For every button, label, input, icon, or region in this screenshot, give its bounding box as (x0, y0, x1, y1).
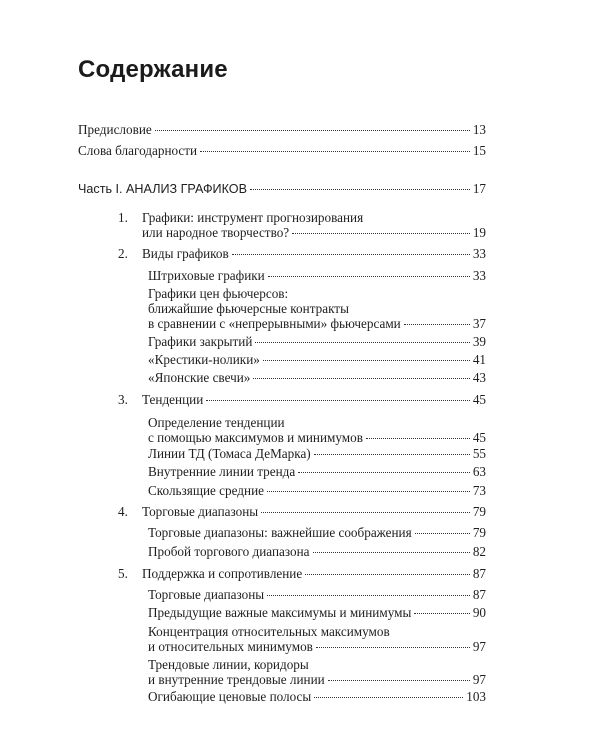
entry-label-line-2: ближайшие фьючерсные контракты (148, 301, 349, 316)
entry-page: 33 (472, 246, 486, 261)
toc-subentry[interactable] (148, 689, 486, 704)
entry-page: 45 (472, 392, 486, 407)
entry-label-line-2: или народное творчество? (142, 225, 290, 240)
entry-label: Часть I. АНАЛИЗ ГРАФИКОВ (78, 182, 247, 196)
leader-dots (298, 472, 470, 473)
entry-label: Штриховые графики (148, 268, 265, 283)
entry-label: Предисловие (78, 122, 152, 137)
toc-subentry[interactable] (148, 624, 486, 654)
entry-page: 33 (472, 268, 486, 283)
leader-dots (261, 512, 470, 513)
toc-subentry[interactable] (148, 605, 486, 620)
leader-dots (314, 697, 463, 698)
leader-dots (206, 400, 470, 401)
entry-label-line-2: с помощью максимумов и минимумов (148, 430, 363, 445)
entry-label: Скользящие средние (148, 483, 264, 498)
chapter-number: 2. (118, 246, 128, 261)
toc-subentry[interactable] (148, 286, 486, 331)
toc-entry-chapter-1[interactable] (142, 210, 486, 240)
leader-dots (253, 378, 469, 379)
entry-label: Предыдущие важные максимумы и минимумы (148, 605, 412, 620)
leader-dots (267, 595, 470, 596)
entry-page: 97 (472, 672, 486, 687)
toc-subentry[interactable] (148, 587, 486, 602)
leader-dots (267, 491, 470, 492)
leader-dots (316, 647, 470, 648)
leader-dots (314, 454, 470, 455)
entry-page: 82 (472, 544, 486, 559)
toc-entry-part-1[interactable] (78, 181, 486, 197)
entry-label: Тенденции (142, 392, 204, 407)
entry-label-line-1: Графики: инструмент прогнозирования (142, 210, 364, 225)
toc-subentry[interactable] (148, 268, 486, 283)
entry-page: 73 (472, 483, 486, 498)
entry-label-line-1: Трендовые линии, коридоры (148, 657, 309, 672)
entry-label: Слова благодарности (78, 143, 198, 158)
chapter-number: 5. (118, 566, 128, 581)
entry-label: Торговые диапазоны (142, 504, 259, 519)
leader-dots (414, 613, 469, 614)
entry-label: Графики закрытий (148, 334, 253, 349)
chapter-number: 4. (118, 504, 128, 519)
toc-subentry[interactable] (148, 525, 486, 540)
entry-label: «Крестики-нолики» (148, 352, 260, 367)
toc-subentry[interactable] (148, 370, 486, 385)
entry-label: «Японские свечи» (148, 370, 251, 385)
leader-dots (250, 189, 470, 190)
entry-page: 15 (472, 143, 486, 158)
entry-label: Пробой торгового диапазона (148, 544, 310, 559)
entry-label: Торговые диапазоны (148, 587, 265, 602)
entry-page: 63 (472, 464, 486, 479)
entry-label-line-2: и внутренние трендовые линии (148, 672, 325, 687)
page-title: Содержание (78, 56, 228, 83)
toc-subentry[interactable] (148, 446, 486, 461)
toc-subentry[interactable] (148, 657, 486, 687)
toc-entry-preface[interactable] (78, 122, 486, 137)
entry-label: Линии ТД (Томаса ДеМарка) (148, 446, 311, 461)
leader-dots (366, 438, 470, 439)
entry-page: 39 (472, 334, 486, 349)
entry-page: 19 (472, 225, 486, 240)
toc-entry-chapter-2[interactable] (142, 246, 486, 261)
toc-subentry[interactable] (148, 352, 486, 367)
entry-label: Поддержка и сопротивление (142, 566, 303, 581)
leader-dots (232, 254, 470, 255)
entry-label-line-1: Определение тенденции (148, 415, 285, 430)
entry-label: Виды графиков (142, 246, 229, 261)
entry-page: 79 (472, 525, 486, 540)
entry-label: Внутренние линии тренда (148, 464, 296, 479)
toc-subentry[interactable] (148, 464, 486, 479)
entry-label: Торговые диапазоны: важнейшие соображения (148, 525, 412, 540)
entry-page: 43 (472, 370, 486, 385)
entry-page: 97 (472, 639, 486, 654)
entry-label: Огибающие ценовые полосы (148, 689, 312, 704)
entry-page: 90 (472, 605, 486, 620)
entry-page: 41 (472, 352, 486, 367)
toc-entry-chapter-4[interactable] (142, 504, 486, 519)
leader-dots (415, 533, 470, 534)
entry-page: 79 (472, 504, 486, 519)
leader-dots (200, 151, 470, 152)
toc-subentry[interactable] (148, 415, 486, 445)
leader-dots (328, 680, 470, 681)
toc-entry-chapter-5[interactable] (142, 566, 486, 581)
toc-entry-chapter-3[interactable] (142, 392, 486, 407)
entry-page: 37 (472, 316, 486, 331)
entry-page: 87 (472, 587, 486, 602)
leader-dots (255, 342, 469, 343)
entry-label-line-2: и относительных минимумов (148, 639, 313, 654)
entry-label-line-1: Графики цен фьючерсов: (148, 286, 289, 301)
toc-entry-acknowledgements[interactable] (78, 143, 486, 158)
leader-dots (268, 276, 470, 277)
leader-dots (263, 360, 470, 361)
chapter-number: 1. (118, 210, 128, 225)
entry-page: 55 (472, 446, 486, 461)
entry-label-line-1: Концентрация относительных максимумов (148, 624, 390, 639)
entry-page: 45 (472, 430, 486, 445)
leader-dots (292, 233, 470, 234)
leader-dots (155, 130, 470, 131)
chapter-number: 3. (118, 392, 128, 407)
leader-dots (305, 574, 470, 575)
entry-page: 87 (472, 566, 486, 581)
entry-page: 103 (466, 689, 486, 704)
entry-page: 17 (472, 181, 486, 196)
leader-dots (313, 552, 470, 553)
toc-subentry[interactable] (148, 544, 486, 559)
entry-label-line-3: в сравнении с «непрерывными» фьючерсами (148, 316, 401, 331)
entry-page: 13 (472, 122, 486, 137)
toc-subentry[interactable] (148, 334, 486, 349)
toc-subentry[interactable] (148, 483, 486, 498)
leader-dots (404, 324, 470, 325)
